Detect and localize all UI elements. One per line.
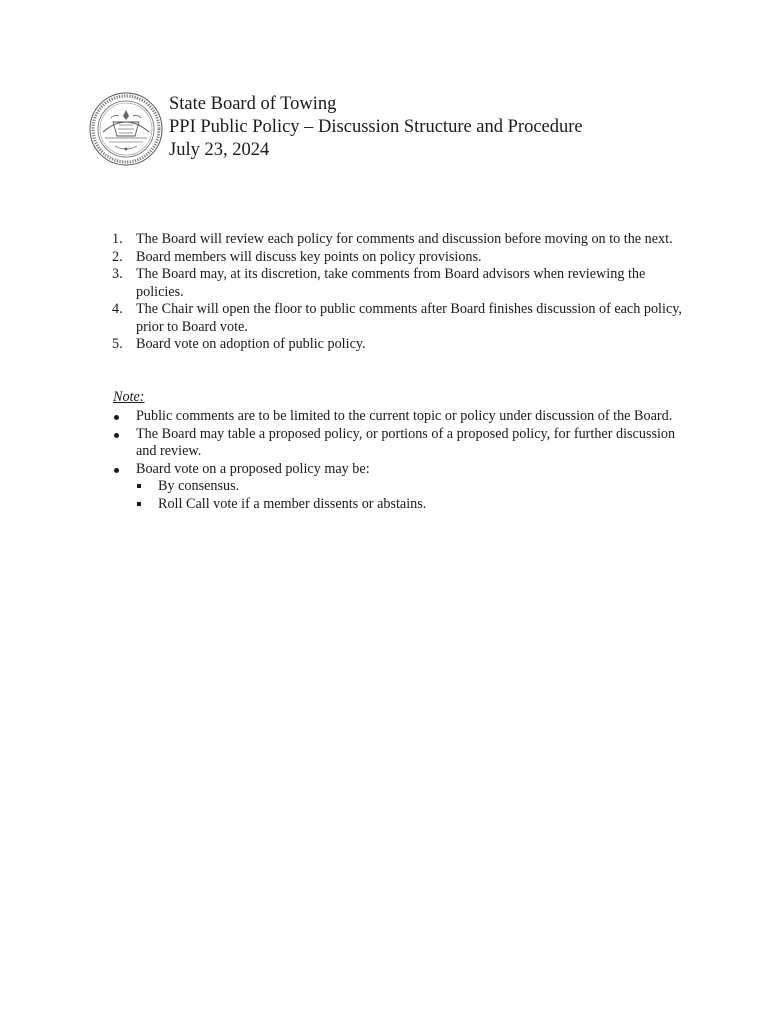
document-title: PPI Public Policy – Discussion Structure and Procedure xyxy=(169,117,583,137)
note-text: Board vote on a proposed policy may be: xyxy=(136,460,370,477)
step-text: The Board will review each policy for comments and discussion before moving on to the next. xyxy=(136,231,673,247)
step-number: 4. xyxy=(112,301,123,317)
step-number: 3. xyxy=(112,266,123,282)
board-name: State Board of Towing xyxy=(169,94,337,114)
note-text: Public comments are to be limited to the current topic or policy under discussion of the Board. xyxy=(136,408,673,424)
step-number: 1. xyxy=(112,231,123,247)
procedure-step xyxy=(108,249,688,267)
state-seal-icon xyxy=(89,92,163,166)
procedure-step xyxy=(108,301,688,336)
document-date: July 23, 2024 xyxy=(169,140,270,160)
step-text: Board members will discuss key points on policy provisions. xyxy=(136,248,482,265)
bullet-icon xyxy=(114,468,119,473)
vote-option xyxy=(136,496,688,514)
step-number: 5. xyxy=(112,336,123,352)
vote-option-text: By consensus. xyxy=(158,478,240,494)
vote-options-list xyxy=(136,478,688,513)
square-bullet-icon xyxy=(137,502,141,506)
procedure-list xyxy=(108,231,688,354)
note-item xyxy=(108,461,688,514)
vote-option-text: Roll Call vote if a member dissents or abstains. xyxy=(158,495,427,512)
note-item xyxy=(108,426,688,461)
note-heading: Note: xyxy=(113,389,145,405)
procedure-step xyxy=(108,266,688,301)
step-text: The Chair will open the floor to public comments after Board finishes discussion of each policy, prior to Board vote. xyxy=(136,301,682,335)
note-item xyxy=(108,408,688,426)
bullet-icon xyxy=(114,415,119,420)
procedure-step xyxy=(108,231,688,249)
note-text: The Board may table a proposed policy, or portions of a proposed policy, for further discussion and review. xyxy=(136,425,676,459)
procedure-step xyxy=(108,336,688,354)
step-text: The Board may, at its discretion, take comments from Board advisors when reviewing the policies. xyxy=(136,266,646,300)
bullet-icon xyxy=(114,433,119,438)
square-bullet-icon xyxy=(137,484,141,488)
note-list xyxy=(108,408,688,513)
document-header xyxy=(169,93,583,162)
vote-option xyxy=(136,478,688,496)
step-text: Board vote on adoption of public policy. xyxy=(136,336,366,352)
step-number: 2. xyxy=(112,248,123,265)
